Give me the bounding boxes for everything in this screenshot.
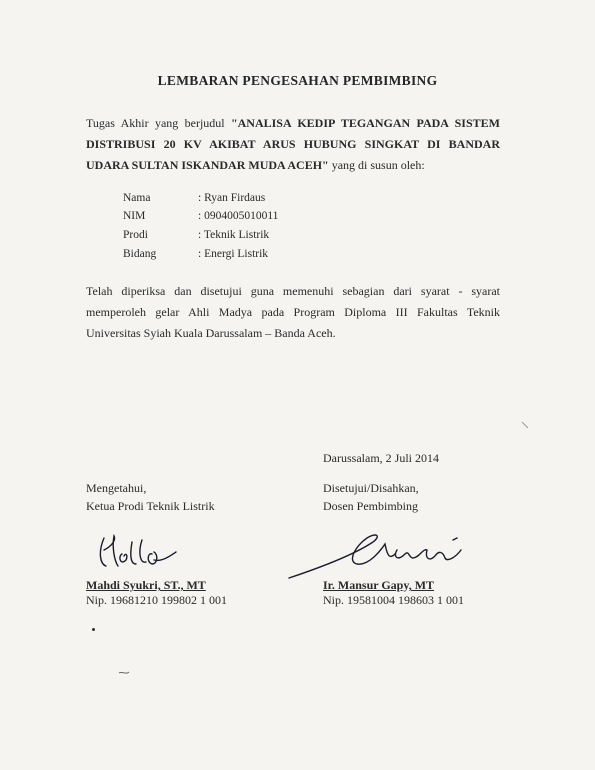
intro-paragraph (86, 113, 500, 176)
field-value: : Teknik Listrik (198, 229, 270, 241)
scan-mark (118, 670, 130, 676)
field-label: NIM (123, 210, 146, 222)
right-signatory-name: Ir. Mansur Gapy, MT (323, 578, 435, 592)
scan-dot (92, 628, 95, 631)
left-signatory-nip: Nip. 19681210 199802 1 001 (86, 593, 227, 607)
right-signatory-line1: Disetujui/Disahkan, (323, 481, 419, 495)
field-label: Nama (123, 192, 151, 204)
page-title: LEMBARAN PENGESAHAN PEMBIMBING (157, 73, 438, 88)
left-signatory-line1: Mengetahui, (86, 481, 147, 495)
left-signatory-name: Mahdi Syukri, ST., MT (86, 578, 206, 592)
intro-suffix: yang di susun oleh: (328, 158, 425, 172)
right-signature-image (285, 528, 485, 583)
bleed-through-text (240, 50, 241, 62)
left-signature-image (92, 530, 202, 575)
right-signatory-nip: Nip. 19581004 198603 1 001 (323, 593, 464, 607)
right-signatory-line2: Dosen Pembimbing (323, 499, 418, 513)
thesis-title: "ANALISA KEDIP TEGANGAN PADA SISTEM DISTRIBUSI 20 KV AKIBAT ARUS HUBUNG SINGKAT DI BANDAR UDARA SULTAN ISKANDAR MUDA ACEH" (86, 116, 500, 172)
statement-paragraph: Telah diperiksa dan disetujui guna memenuhi sebagian dari syarat - syarat memperoleh gelar Ahli Madya pada Program Diploma III Fakultas Teknik Universitas Syiah Kuala Darussalam – Banda Aceh. (86, 284, 500, 340)
left-signatory-line2: Ketua Prodi Teknik Listrik (86, 499, 215, 513)
scan-mark (520, 420, 530, 430)
field-value: : Energi Listrik (198, 248, 269, 260)
field-label: Prodi (123, 229, 148, 241)
field-value: : Ryan Firdaus (198, 192, 266, 204)
intro-prefix: Tugas Akhir yang berjudul (86, 116, 231, 130)
field-label: Bidang (123, 248, 157, 260)
place-date: Darussalam, 2 Juli 2014 (323, 451, 439, 465)
field-value: : 0904005010011 (198, 210, 279, 222)
